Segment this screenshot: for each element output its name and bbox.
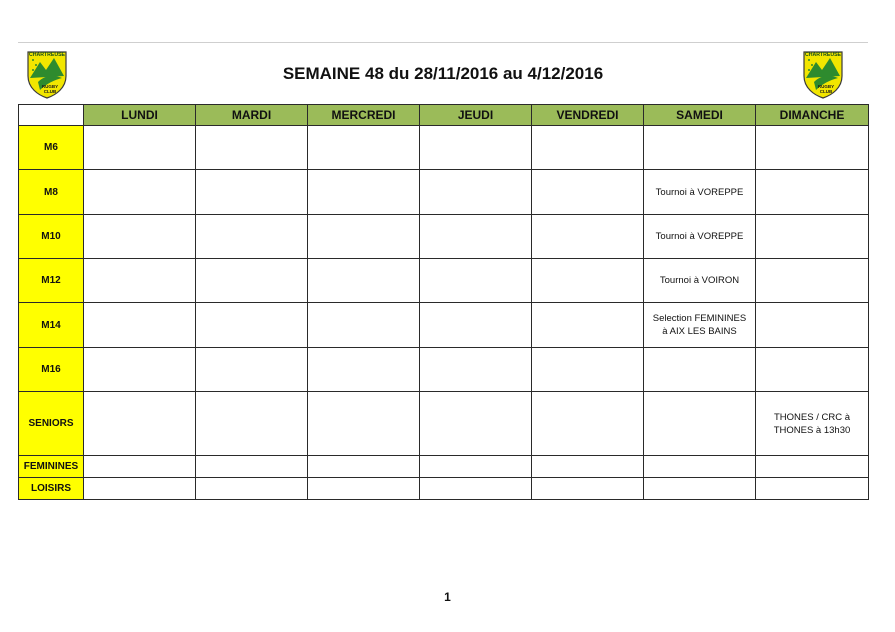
day-header-samedi: SAMEDI bbox=[644, 105, 756, 126]
day-header-row bbox=[19, 105, 869, 126]
schedule-cell bbox=[756, 348, 869, 392]
schedule-cell bbox=[756, 478, 869, 500]
schedule-body bbox=[19, 126, 869, 500]
schedule-cell bbox=[196, 392, 308, 456]
category-cell: M16 bbox=[19, 348, 84, 392]
schedule-cell bbox=[644, 259, 756, 303]
schedule-cell bbox=[308, 259, 420, 303]
schedule-cell bbox=[420, 126, 532, 170]
schedule-cell bbox=[420, 303, 532, 348]
schedule-cell bbox=[196, 303, 308, 348]
schedule-cell bbox=[532, 392, 644, 456]
schedule-cell bbox=[84, 478, 196, 500]
table-row bbox=[19, 303, 869, 348]
schedule-cell bbox=[84, 303, 196, 348]
schedule-cell bbox=[532, 478, 644, 500]
schedule-cell bbox=[196, 126, 308, 170]
weekly-schedule-table bbox=[18, 104, 869, 500]
category-cell: M10 bbox=[19, 215, 84, 259]
logo-top-text: CHARTREUSE bbox=[28, 52, 66, 58]
day-header-dimanche: DIMANCHE bbox=[756, 105, 869, 126]
schedule-cell bbox=[644, 303, 756, 348]
day-header-jeudi: JEUDI bbox=[420, 105, 532, 126]
schedule-cell bbox=[196, 478, 308, 500]
schedule-cell bbox=[644, 170, 756, 215]
page-title: SEMAINE 48 du 28/11/2016 au 4/12/2016 bbox=[282, 64, 604, 83]
page-top-rule bbox=[18, 42, 868, 43]
table-row bbox=[19, 170, 869, 215]
page-header bbox=[18, 44, 868, 104]
schedule-cell bbox=[308, 126, 420, 170]
category-cell: M6 bbox=[19, 126, 84, 170]
schedule-cell bbox=[756, 392, 869, 456]
logo-top-text: CHARTREUSE bbox=[804, 52, 842, 58]
schedule-cell bbox=[644, 392, 756, 456]
schedule-cell bbox=[84, 456, 196, 478]
table-row bbox=[19, 215, 869, 259]
category-cell: M12 bbox=[19, 259, 84, 303]
schedule-cell bbox=[756, 259, 869, 303]
schedule-cell bbox=[756, 215, 869, 259]
schedule-cell bbox=[308, 215, 420, 259]
schedule-cell bbox=[644, 215, 756, 259]
schedule-cell bbox=[532, 348, 644, 392]
schedule-cell bbox=[644, 348, 756, 392]
logo-bottom-text-1: RUGBY bbox=[41, 84, 59, 89]
schedule-cell bbox=[196, 215, 308, 259]
schedule-cell bbox=[308, 303, 420, 348]
schedule-cell bbox=[644, 478, 756, 500]
category-cell: M14 bbox=[19, 303, 84, 348]
schedule-cell bbox=[756, 456, 869, 478]
day-header-mardi: MARDI bbox=[196, 105, 308, 126]
table-row bbox=[19, 456, 869, 478]
page-number: 1 bbox=[444, 590, 451, 604]
schedule-cell bbox=[532, 259, 644, 303]
schedule-cell bbox=[532, 456, 644, 478]
schedule-cell bbox=[84, 126, 196, 170]
corner-cell bbox=[19, 105, 84, 126]
schedule-cell bbox=[308, 478, 420, 500]
event-text: Selection FEMININES à AIX LES BAINS bbox=[652, 313, 747, 337]
schedule-cell bbox=[308, 348, 420, 392]
day-header-vendredi: VENDREDI bbox=[532, 105, 644, 126]
logo-bottom-text-1: RUGBY bbox=[817, 84, 835, 89]
schedule-cell bbox=[308, 170, 420, 215]
category-cell: FEMININES bbox=[19, 456, 84, 478]
table-row bbox=[19, 392, 869, 456]
schedule-cell bbox=[644, 126, 756, 170]
schedule-cell bbox=[532, 126, 644, 170]
schedule-cell bbox=[420, 259, 532, 303]
schedule-cell bbox=[756, 170, 869, 215]
category-cell: LOISIRS bbox=[19, 478, 84, 500]
event-text: THONES / CRC à THONES à 13h30 bbox=[773, 411, 851, 436]
schedule-cell bbox=[420, 478, 532, 500]
schedule-cell bbox=[644, 456, 756, 478]
schedule-cell bbox=[532, 303, 644, 348]
schedule-cell bbox=[756, 126, 869, 170]
schedule-cell bbox=[420, 456, 532, 478]
category-cell: M8 bbox=[19, 170, 84, 215]
day-header-mercredi: MERCREDI bbox=[308, 105, 420, 126]
schedule-cell bbox=[84, 215, 196, 259]
schedule-cell bbox=[308, 392, 420, 456]
schedule-cell bbox=[84, 170, 196, 215]
table-row bbox=[19, 126, 869, 170]
schedule-cell bbox=[756, 303, 869, 348]
schedule-cell bbox=[420, 348, 532, 392]
schedule-cell bbox=[84, 392, 196, 456]
event-text: Tournoi à VOREPPE bbox=[655, 231, 744, 242]
schedule-cell bbox=[532, 215, 644, 259]
schedule-cell bbox=[420, 215, 532, 259]
schedule-cell bbox=[532, 170, 644, 215]
schedule-cell bbox=[84, 259, 196, 303]
event-text: Tournoi à VOIRON bbox=[659, 275, 740, 286]
schedule-cell bbox=[196, 456, 308, 478]
schedule-cell bbox=[308, 456, 420, 478]
table-row bbox=[19, 348, 869, 392]
schedule-cell bbox=[196, 170, 308, 215]
schedule-cell bbox=[420, 170, 532, 215]
day-header-lundi: LUNDI bbox=[84, 105, 196, 126]
club-logo-icon bbox=[800, 48, 846, 100]
logo-bottom-text-2: CLUB bbox=[43, 89, 57, 94]
category-cell: SENIORS bbox=[19, 392, 84, 456]
table-row bbox=[19, 259, 869, 303]
table-row bbox=[19, 478, 869, 500]
logo-bottom-text-2: CLUB bbox=[819, 89, 833, 94]
schedule-cell bbox=[420, 392, 532, 456]
event-text: Tournoi à VOREPPE bbox=[655, 186, 744, 198]
schedule-cell bbox=[196, 259, 308, 303]
schedule-cell bbox=[84, 348, 196, 392]
schedule-cell bbox=[196, 348, 308, 392]
